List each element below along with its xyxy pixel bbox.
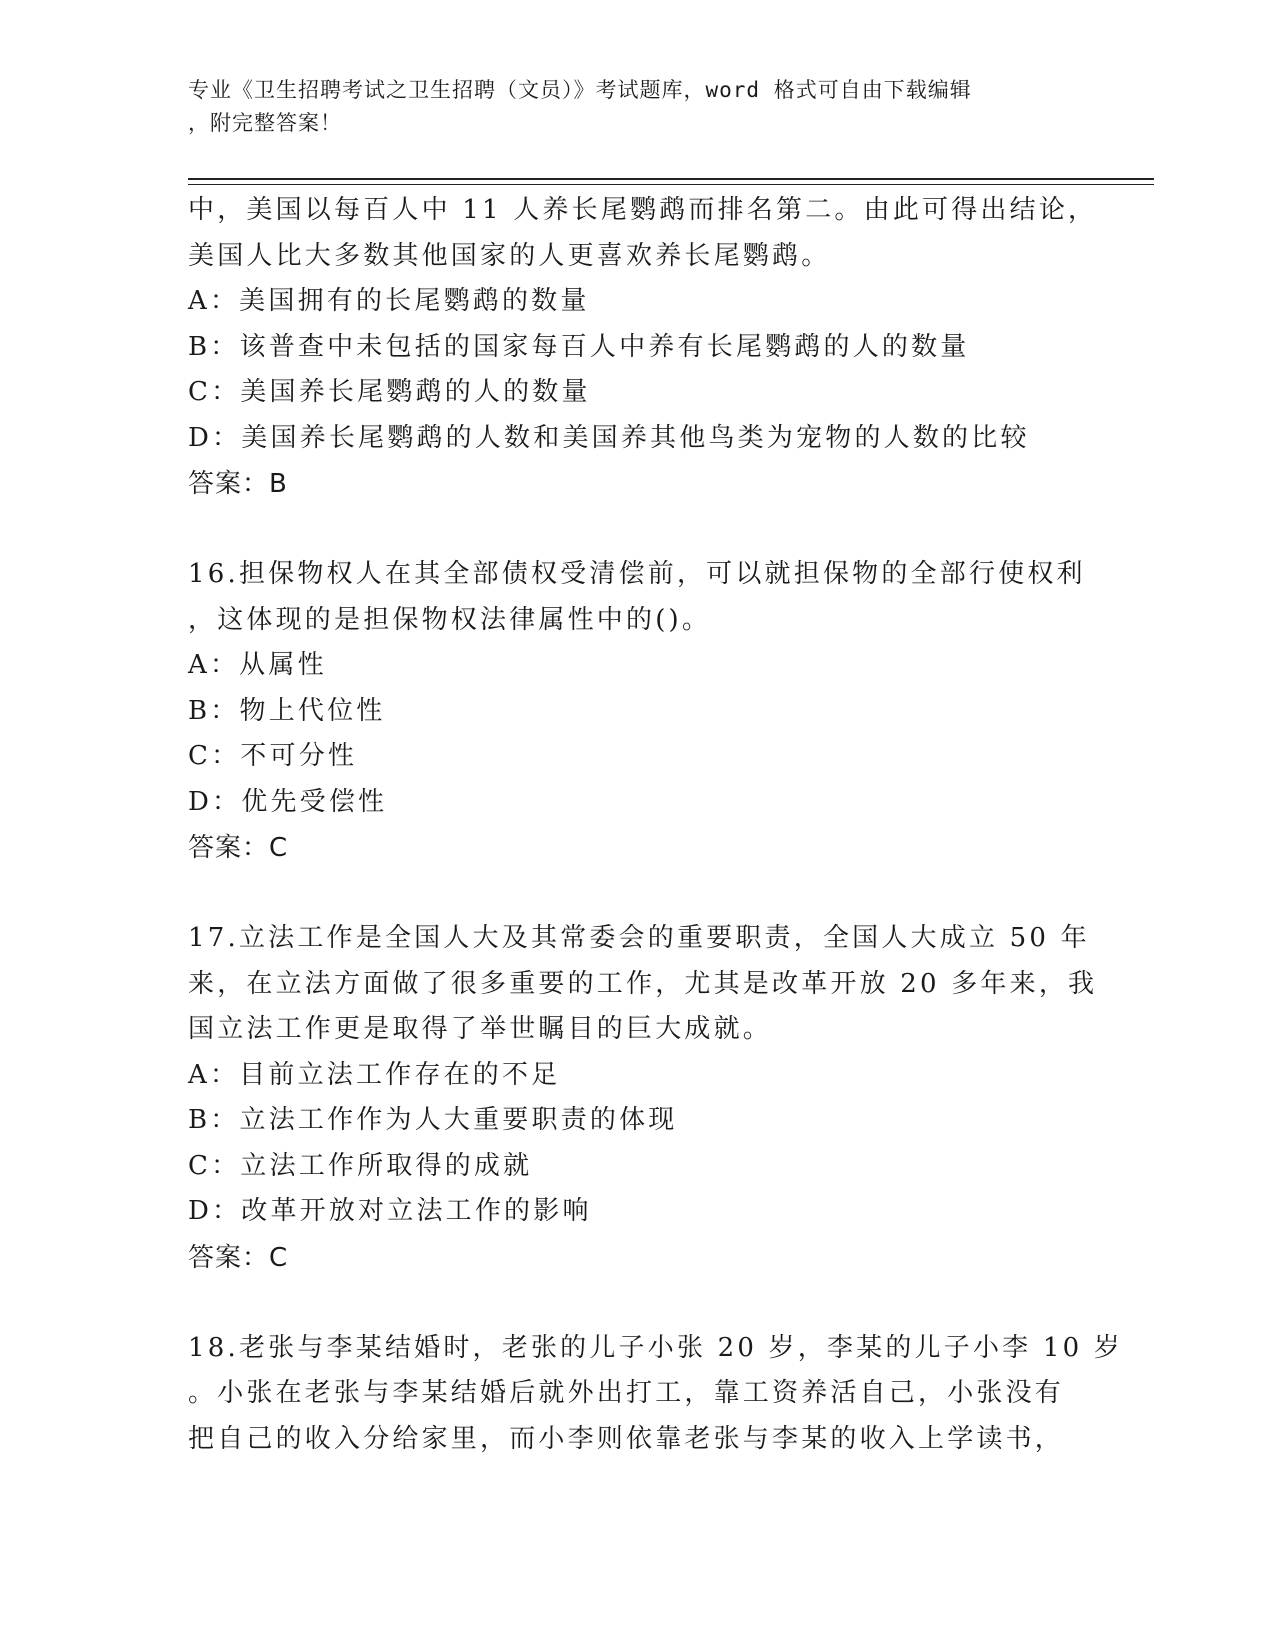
question-text-line: 17.立法工作是全国人大及其常委会的重要职责，全国人大成立 50 年 bbox=[188, 923, 1090, 953]
option-b: B：立法工作作为人大重要职责的体现 bbox=[188, 1105, 678, 1135]
answer-line: 答案：C bbox=[188, 833, 289, 863]
header-divider-thick bbox=[188, 178, 1154, 180]
question-text-line: 中，美国以每百人中 11 人养长尾鹦鹉而排名第二。由此可得出结论， bbox=[188, 195, 1098, 225]
option-b: B：物上代位性 bbox=[188, 695, 386, 726]
option-d: D：美国养长尾鹦鹉的人数和美国养其他鸟类为宠物的人数的比较 bbox=[188, 422, 1030, 453]
option-d: D：优先受偿性 bbox=[188, 786, 388, 817]
question-text-line: ，这体现的是担保物权法律属性中的()。 bbox=[188, 604, 712, 635]
header-divider-thin bbox=[188, 184, 1154, 185]
option-c: C：美国养长尾鹦鹉的人的数量 bbox=[188, 377, 591, 407]
question-text-line: 把自己的收入分给家里，而小李则依靠老张与李某的收入上学读书， bbox=[188, 1423, 1065, 1454]
option-a: A：美国拥有的长尾鹦鹉的数量 bbox=[188, 286, 590, 316]
question-18 bbox=[188, 1326, 1123, 1463]
answer-line: 答案：C bbox=[188, 1242, 289, 1273]
option-a: A：目前立法工作存在的不足 bbox=[188, 1059, 561, 1090]
question-text-line: 国立法工作更是取得了举世瞩目的巨大成就。 bbox=[188, 1014, 773, 1044]
question-text-line: 。小张在老张与李某结婚后就外出打工，靠工资养活自己，小张没有 bbox=[188, 1378, 1065, 1408]
spacer bbox=[188, 507, 1088, 552]
header-line-2: ，附完整答案！ bbox=[188, 111, 342, 135]
question-text-line: 16.担保物权人在其全部债权受清偿前，可以就担保物的全部行使权利 bbox=[188, 559, 1086, 589]
spacer bbox=[188, 871, 1088, 916]
question-text-line: 来，在立法方面做了很多重要的工作，尤其是改革开放 20 多年来，我 bbox=[188, 968, 1098, 999]
spacer bbox=[188, 1281, 1088, 1326]
question-15 bbox=[188, 188, 1098, 507]
option-c: C：不可分性 bbox=[188, 741, 358, 771]
question-16 bbox=[188, 552, 1088, 871]
option-c: C：立法工作所取得的成就 bbox=[188, 1150, 533, 1181]
question-17 bbox=[188, 916, 1098, 1281]
option-b: B：该普查中未包括的国家每百人中养有长尾鹦鹉的人的数量 bbox=[188, 331, 970, 362]
document-body bbox=[188, 188, 1123, 1462]
question-text-line: 18.老张与李某结婚时，老张的儿子小张 20 岁，李某的儿子小李 10 岁 bbox=[188, 1332, 1123, 1363]
document-header bbox=[188, 74, 1068, 140]
answer-line: 答案：B bbox=[188, 469, 288, 499]
option-d: D：改革开放对立法工作的影响 bbox=[188, 1196, 592, 1226]
question-text-line: 美国人比大多数其他国家的人更喜欢养长尾鹦鹉。 bbox=[188, 240, 831, 271]
header-line-1: 专业《卫生招聘考试之卫生招聘（文员）》考试题库，word 格式可自由下载编辑 bbox=[188, 78, 972, 102]
option-a: A：从属性 bbox=[188, 650, 327, 680]
